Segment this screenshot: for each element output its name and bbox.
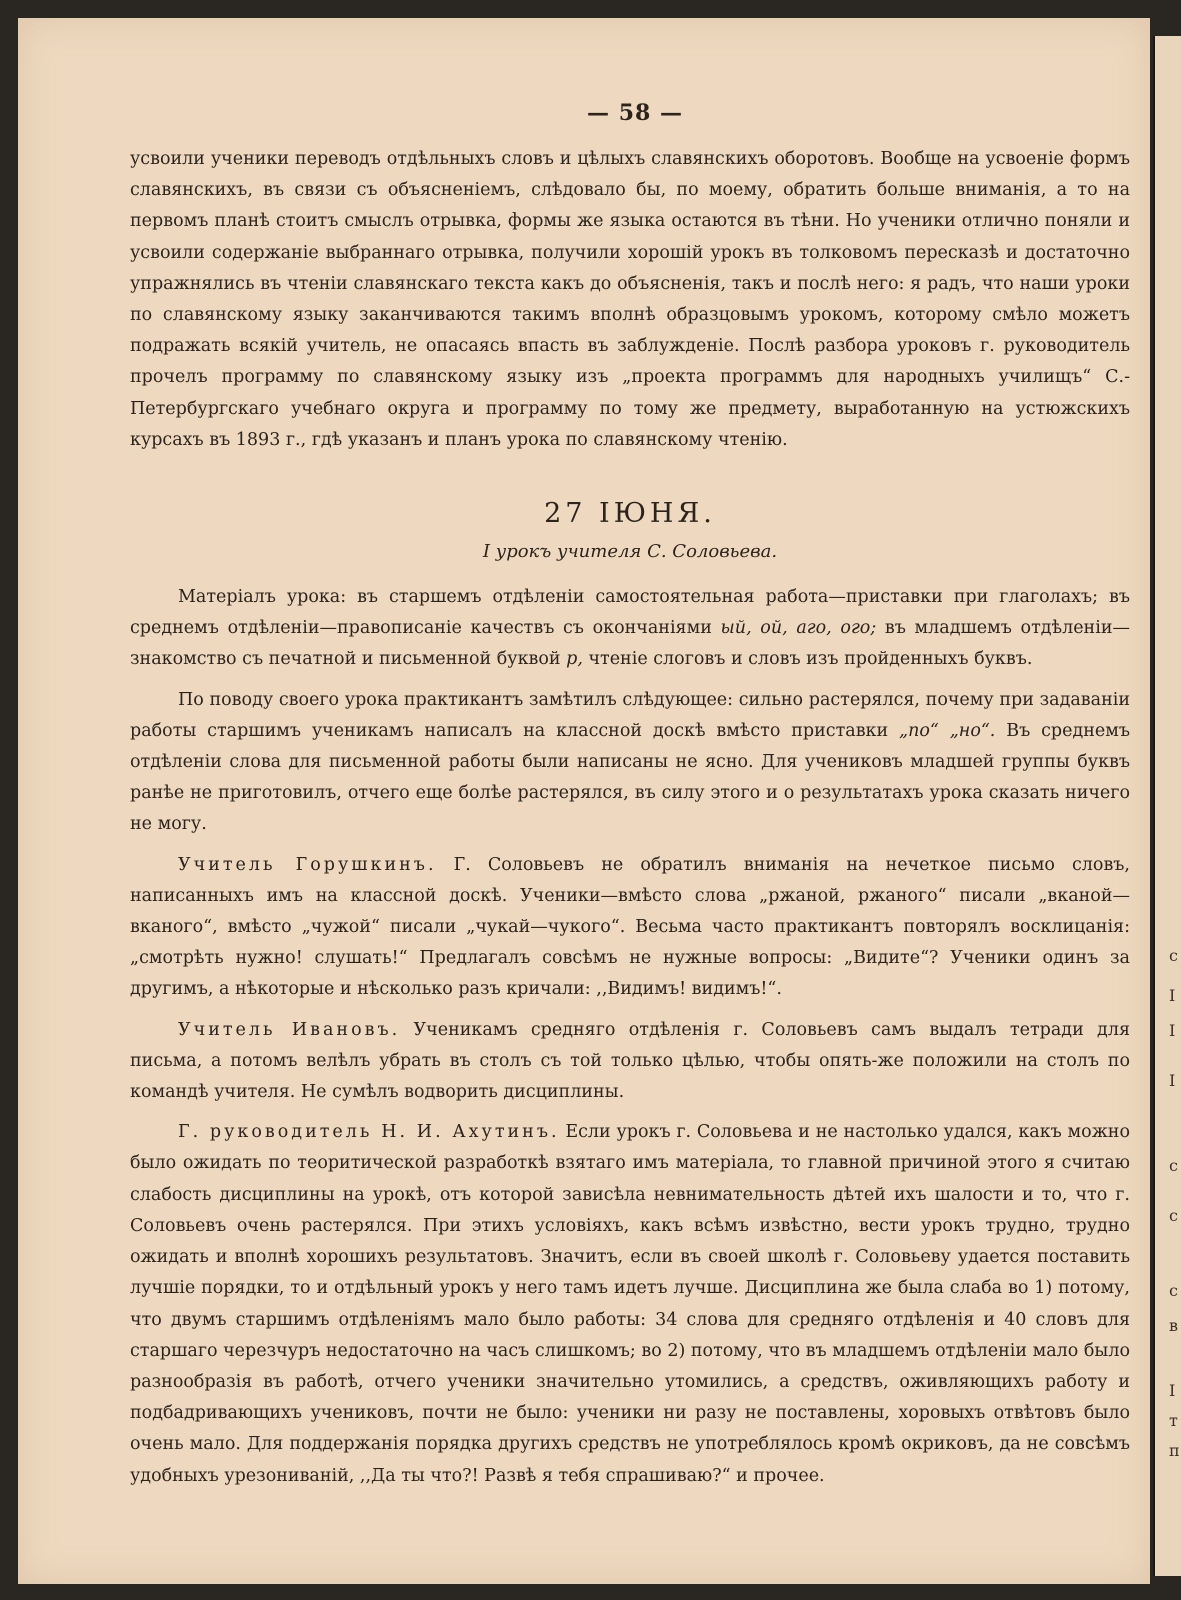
lesson-heading: I урокъ учителя С. Соловьева. (482, 541, 778, 563)
akhutin-paragraph (130, 1117, 1130, 1491)
next-page-mark: в (1169, 1316, 1179, 1335)
practicant-paragraph (130, 685, 1130, 841)
material-endings: ый, ой, аго, ого; (720, 618, 877, 639)
practicant-prefix-2: „но“. (949, 720, 996, 741)
date-heading: 27 ІЮНЯ. (544, 498, 716, 530)
next-page-mark: с (1169, 946, 1178, 965)
gorushkin-text: Г. Соловьевъ не обратилъ вниманія на нечеткое письмо словъ, написанныхъ имъ на классной доскѣ. Ученики—вмѣсто слова „ржаной, ржаного“ писали „вканой—вканого“, вмѣсто „чужой“ писали „чукай—чукого“. Весьма часто практикантъ повторялъ восклицанія: „смотрѣть нужно! слушать!“ Предлагалъ совсѣмъ не нужные вопросы: „Видите“? Ученики одинъ за другимъ, а нѣкоторые и нѣсколько разъ кричали: ,,Видимъ! видимъ!“. (130, 854, 1130, 1000)
next-page-edge (1153, 36, 1181, 1576)
book-page (18, 18, 1150, 1584)
page-content (130, 100, 1130, 1501)
ivanov-paragraph (130, 1015, 1130, 1109)
ivanov-text: Ученикамъ средняго отдѣленія г. Соловьевъ самъ выдалъ тетради для письма, а потомъ велѣлъ убрать въ столъ съ той только цѣлью, чтобы опять-же положили на столъ по командѣ учителя. Не сумѣлъ водворить дисциплины. (130, 1019, 1130, 1103)
next-page-mark: I (1169, 1071, 1176, 1090)
akhutin-text: Если урокъ г. Соловьева и не настолько удался, какъ можно было ожидать по теоритической разработкѣ взятаго имъ матеріала, то главной причиной этого я считаю слабость дисциплины на урокѣ, отъ которой зависѣла невнимательность дѣтей ихъ шалости и то, что г. Соловьевъ очень растерялся. При этихъ условіяхъ, какъ всѣмъ извѣстно, вести урокъ трудно, трудно ожидать и вполнѣ хорошихъ результатовъ. Значитъ, если въ своей школѣ г. Соловьеву удается поставить лучшіе порядки, то и отдѣльный урокъ у него тамъ идетъ лучше. Дисциплина же была слаба во 1) потому, что двумъ старшимъ отдѣленіямъ мало было работы: 34 слова для средняго отдѣленія и 40 словъ для старшаго черезчуръ недостаточно на часъ слишкомъ; во 2) потому, что въ младшемъ отдѣленіи мало было разнообразія въ работѣ, отчего ученики значительно утомились, а средствъ, оживляющихъ работу и подбадривающихъ учениковъ, почти не было: ученики ни разу не поставлены, хоровыхъ отвѣтовъ было очень мало. Для поддержанія порядка другихъ средствъ не употреблялось кромѣ окриковъ, да не совсѣмъ удобныхъ урезониваній, ,,Да ты что?! Развѣ я тебя спрашиваю?“ и прочее. (130, 1122, 1130, 1486)
practicant-text-1: По поводу своего урока практикантъ замѣтилъ слѣдующее: сильно растерялся, почему при задаваніи работы старшимъ ученикамъ написалъ на классной доскѣ вмѣсто приставки (130, 689, 1130, 741)
ivanov-speaker: Учитель Ивановъ. (178, 1019, 401, 1040)
intro-paragraph: усвоили ученики переводъ отдѣльныхъ словъ и цѣлыхъ славянскихъ оборотовъ. Вообще на усвоеніе формъ славянскихъ, въ связи съ объясненіемъ, слѣдовало бы, по моему, обратить больше вниманія, а то на первомъ планѣ стоитъ смыслъ отрывка, формы же языка остаются въ тѣни. Но ученики отлично поняли и усвоили содержаніе выбраннаго отрывка, получили хорошій урокъ въ толковомъ пересказѣ и достаточно упражнялись въ чтеніи славянскаго текста какъ до объясненія, такъ и послѣ него: я радъ, что наши уроки по славянскому языку заканчиваются такимъ вполнѣ образцовымъ урокомъ, которому смѣло можетъ подражать всякій учитель, не опасаясь впасть въ заблужденіе. Послѣ разбора уроковъ г. руководитель прочелъ программу по славянскому языку изъ „проекта программъ для народныхъ училищъ“ С.-Петербургскаго учебнаго округа и программу по тому же предмету, выработанную на устюжскихъ курсахъ въ 1893 г., гдѣ указанъ и планъ урока по славянскому чтенію. (130, 149, 1130, 450)
page-number: — 58 — (587, 100, 683, 126)
gorushkin-paragraph (130, 850, 1130, 1006)
practicant-text-2: Въ среднемъ отдѣленіи слова для письменной работы были написаны не ясно. Для учениковъ младшей группы буквъ ранѣе не приготовилъ, отчего еще болѣе растерялся, въ силу этого и о результатахъ урока сказать ничего не могу. (130, 720, 1130, 835)
next-page-mark: I (1169, 986, 1176, 1005)
gorushkin-speaker: Учитель Горушкинъ. (178, 854, 437, 875)
next-page-mark: I (1169, 1381, 1176, 1400)
next-page-mark: с (1169, 1156, 1178, 1175)
next-page-mark: с (1169, 1281, 1178, 1300)
next-page-mark: п (1169, 1441, 1180, 1460)
material-text-3: чтеніе слоговъ и словъ изъ пройденныхъ буквъ. (582, 649, 1033, 670)
next-page-mark: I (1169, 1021, 1176, 1040)
next-page-mark: т (1169, 1411, 1178, 1430)
practicant-prefix-1: „по“ (899, 720, 939, 741)
next-page-mark: с (1169, 1206, 1178, 1225)
akhutin-speaker: Г. руководитель Н. И. Ахутинъ. (178, 1122, 560, 1143)
material-paragraph (130, 582, 1130, 676)
material-text-2: въ младшемъ отдѣленіи—знакомство съ печатной и письменной буквой (130, 618, 1130, 670)
material-letter: р, (566, 649, 583, 670)
material-text-1: Матеріалъ урока: въ старшемъ отдѣленіи самостоятельная работа—приставки при глаголахъ; въ среднемъ отдѣленіи—правописаніе качествъ съ окончаніями (130, 587, 1130, 639)
